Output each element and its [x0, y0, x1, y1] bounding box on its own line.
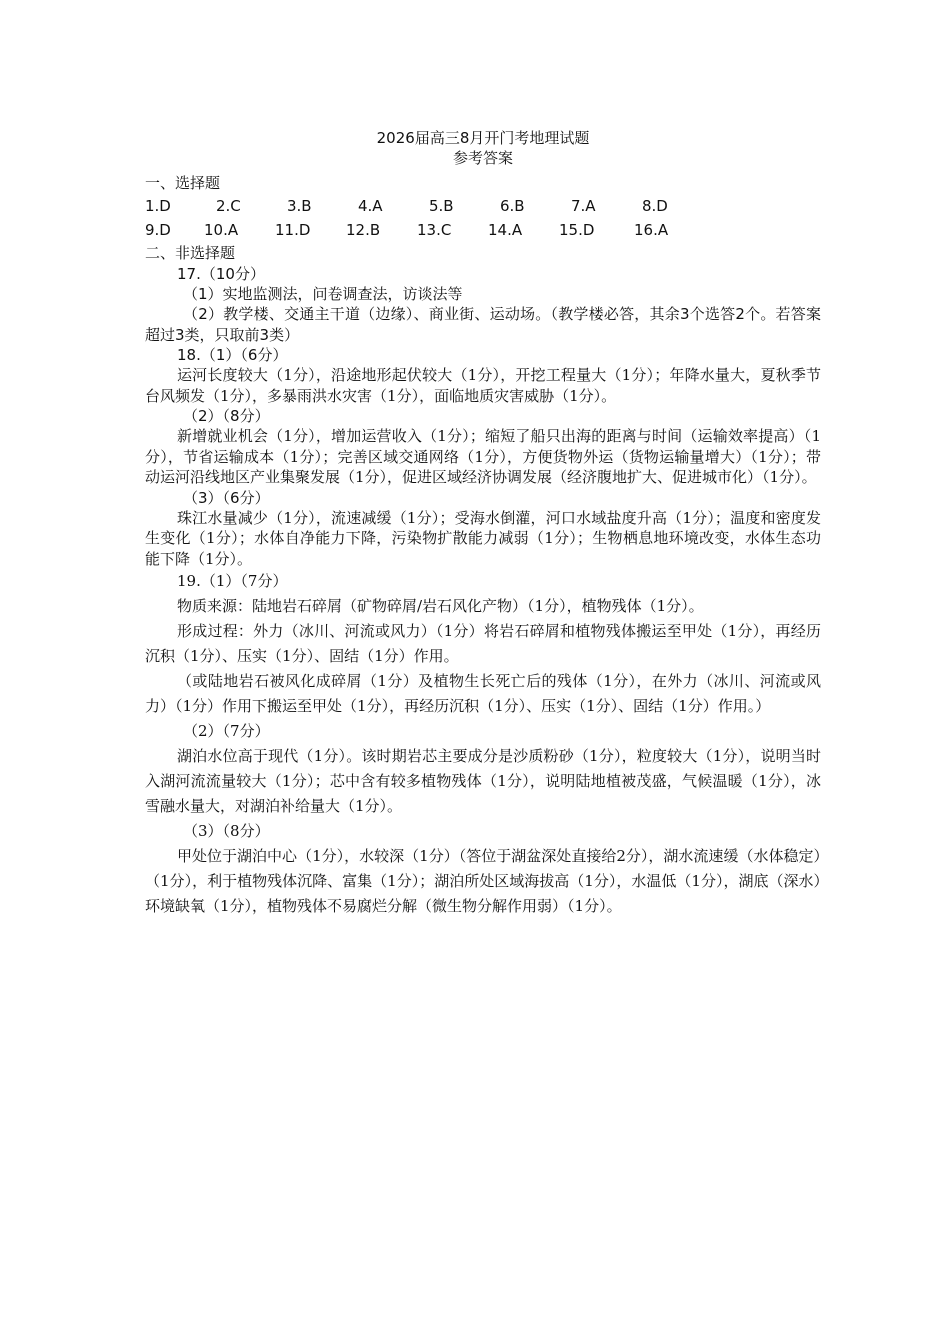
- choice-answer: 3.B: [287, 197, 312, 215]
- question-19-part-3-label: （3）（8分）: [183, 822, 270, 840]
- choice-answers-row-1: [145, 194, 821, 218]
- question-19-answer-3: 甲处位于湖泊中心（1分），水较深（1分）（答位于湖盆深处直接给2分），湖水流速缓（水体稳定）（1分），利于植物残体沉降、富集（1分）；湖泊所处区域海拔高（1分），水温低（1分），湖底（深水）环境缺氧（1分），植物残体不易腐烂分解（微生物分解作用弱）（1分）。: [145, 847, 821, 915]
- choice-answer: 4.A: [358, 197, 383, 215]
- question-18-answer-1: 运河长度较大（1分），沿途地形起伏较大（1分），开挖工程量大（1分）；年降水量大，夏秋季节台风频发（1分），多暴雨洪水灾害（1分），面临地质灾害威胁（1分）。: [145, 366, 821, 405]
- question-19-answer-2: 湖泊水位高于现代（1分）。该时期岩芯主要成分是沙质粉砂（1分），粒度较大（1分），说明当时入湖河流流量较大（1分）；芯中含有较多植物残体（1分），说明陆地植被茂盛，气候温暖（1分），冰雪融水量大，对湖泊补给量大（1分）。: [145, 747, 821, 815]
- question-19-part-2-label: （2）（7分）: [183, 722, 270, 740]
- question-18-label: 18.（1）（6分）: [177, 346, 288, 364]
- question-19-source: 物质来源：陆地岩石碎屑（矿物碎屑/岩石风化产物）（1分），植物残体（1分）。: [177, 597, 704, 615]
- question-19-label: 19.（1）（7分）: [177, 572, 288, 590]
- choice-answer: 11.D: [275, 221, 311, 239]
- question-17-label: 17.（10分）: [177, 265, 265, 283]
- section-heading-choice: 一、选择题: [145, 174, 221, 192]
- choice-answer: 1.D: [145, 197, 171, 215]
- choice-answer: 13.C: [417, 221, 452, 239]
- question-17-part-2: （2）教学楼、交通主干道（边缘）、商业街、运动场。（教学楼必答，其余3个选答2个。若答案超过3类，只取前3类）: [145, 305, 821, 344]
- choice-answer: 16.A: [634, 221, 669, 239]
- choice-answer: 2.C: [216, 197, 241, 215]
- question-18-answer-3: 珠江水量减少（1分），流速减缓（1分）；受海水倒灌，河口水域盐度升高（1分）；温度和密度发生变化（1分）；水体自净能力下降，污染物扩散能力减弱（1分）；生物栖息地环境改变，水体生态功能下降（1分）。: [145, 508, 821, 568]
- question-18-part-2-label: （2）（8分）: [183, 407, 270, 425]
- answer-key-content: [145, 128, 821, 919]
- choice-answer: 6.B: [500, 197, 525, 215]
- choice-answer: 7.A: [571, 197, 596, 215]
- question-18-answer-2: 新增就业机会（1分），增加运营收入（1分）；缩短了船只出海的距离与时间（运输效率提高）（1分），节省运输成本（1分）；完善区域交通网络（1分），方便货物外运（货物运输量增大）（1分）；带动运河沿线地区产业集聚发展（1分），促进区域经济协调发展（经济腹地扩大、促进城市化）（1分）。: [145, 427, 821, 486]
- document-title: 2026届高三8月开门考地理试题: [376, 129, 590, 147]
- choice-answers-row-2: [145, 218, 821, 242]
- choice-answer: 12.B: [346, 221, 381, 239]
- question-19-alternative: （或陆地岩石被风化成碎屑（1分）及植物生长死亡后的残体（1分），在外力（冰川、河流或风力）（1分）作用下搬运至甲处（1分），再经历沉积（1分）、压实（1分）、固结（1分）作用。）: [145, 672, 821, 715]
- question-18-part-3-label: （3）（6分）: [183, 488, 270, 507]
- document-subtitle: 参考答案: [452, 149, 513, 167]
- choice-answer: 8.D: [642, 197, 668, 215]
- choice-answer: 10.A: [204, 221, 239, 239]
- question-19-process: 形成过程：外力（冰川、河流或风力）（1分）将岩石碎屑和植物残体搬运至甲处（1分），再经历沉积（1分）、压实（1分）、固结（1分）作用。: [145, 622, 821, 665]
- question-17-part-1: （1）实地监测法，问卷调查法，访谈法等: [183, 285, 463, 303]
- choice-answer: 14.A: [488, 221, 523, 239]
- section-heading-nonchoice: 二、非选择题: [145, 244, 236, 262]
- choice-answer: 5.B: [429, 197, 454, 215]
- choice-answer: 9.D: [145, 221, 171, 239]
- choice-answer: 15.D: [559, 221, 595, 239]
